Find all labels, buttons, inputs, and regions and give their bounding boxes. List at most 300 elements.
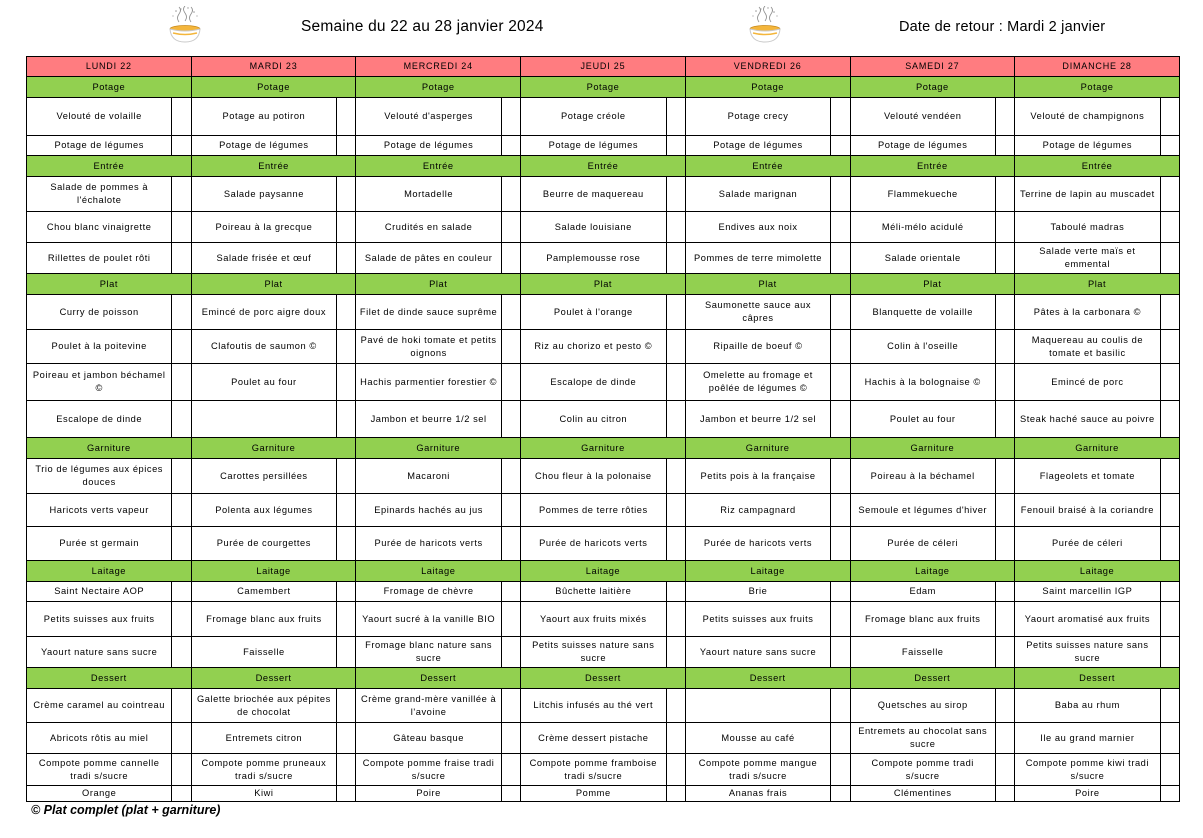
menu-item: Compote pomme kiwi tradi s/sucre bbox=[1015, 754, 1160, 786]
section-header: Garniture bbox=[1015, 438, 1180, 459]
selection-cell bbox=[172, 527, 191, 561]
menu-item: Pommes de terre mimolette bbox=[685, 243, 830, 274]
selection-cell bbox=[501, 689, 520, 723]
menu-item: Poulet au four bbox=[850, 401, 995, 438]
day-header: SAMEDI 27 bbox=[850, 57, 1015, 77]
menu-item: Salade de pommes à l'échalote bbox=[27, 177, 172, 212]
selection-cell bbox=[995, 689, 1014, 723]
selection-cell bbox=[1160, 494, 1179, 527]
section-header: Laitage bbox=[27, 561, 192, 582]
selection-cell bbox=[831, 723, 850, 754]
menu-item: Purée de courgettes bbox=[191, 527, 336, 561]
menu-item: Omelette au fromage et poêlée de légumes © bbox=[685, 364, 830, 401]
menu-item: Carottes persillées bbox=[191, 459, 336, 494]
selection-cell bbox=[501, 527, 520, 561]
menu-item: Salade frisée et œuf bbox=[191, 243, 336, 274]
menu-item: Endives aux noix bbox=[685, 212, 830, 243]
section-header: Potage bbox=[27, 77, 192, 98]
menu-item bbox=[685, 689, 830, 723]
menu-item: Potage créole bbox=[521, 98, 666, 136]
selection-cell bbox=[666, 527, 685, 561]
selection-cell bbox=[337, 136, 356, 156]
menu-item: Flammekueche bbox=[850, 177, 995, 212]
section-header: Plat bbox=[685, 274, 850, 295]
menu-item: Orange bbox=[27, 786, 172, 802]
section-header: Entrée bbox=[27, 156, 192, 177]
menu-row bbox=[27, 295, 1180, 330]
selection-cell bbox=[501, 177, 520, 212]
menu-item: Méli-mélo acidulé bbox=[850, 212, 995, 243]
selection-cell bbox=[501, 786, 520, 802]
section-header: Potage bbox=[685, 77, 850, 98]
selection-cell bbox=[172, 602, 191, 637]
menu-item: Yaourt nature sans sucre bbox=[685, 637, 830, 668]
menu-item: Entremets au chocolat sans sucre bbox=[850, 723, 995, 754]
menu-item: Colin à l'oseille bbox=[850, 330, 995, 364]
section-header: Plat bbox=[27, 274, 192, 295]
menu-item: Petits pois à la française bbox=[685, 459, 830, 494]
menu-item: Compote pomme tradi s/sucre bbox=[850, 754, 995, 786]
selection-cell bbox=[172, 689, 191, 723]
section-header: Entrée bbox=[521, 156, 686, 177]
menu-item: Galette briochée aux pépites de chocolat bbox=[191, 689, 336, 723]
section-header-row bbox=[27, 561, 1180, 582]
selection-cell bbox=[1160, 689, 1179, 723]
menu-item: Fromage blanc aux fruits bbox=[191, 602, 336, 637]
selection-cell bbox=[501, 723, 520, 754]
selection-cell bbox=[172, 786, 191, 802]
menu-item: Potage de légumes bbox=[850, 136, 995, 156]
menu-item: Crème grand-mère vanillée à l'avoine bbox=[356, 689, 501, 723]
selection-cell bbox=[831, 689, 850, 723]
section-header: Dessert bbox=[850, 668, 1015, 689]
menu-item: Yaourt sucré à la vanille BIO bbox=[356, 602, 501, 637]
menu-item: Potage de légumes bbox=[356, 136, 501, 156]
section-header: Dessert bbox=[191, 668, 356, 689]
menu-item: Velouté vendéen bbox=[850, 98, 995, 136]
menu-item: Ripaille de boeuf © bbox=[685, 330, 830, 364]
menu-item: Baba au rhum bbox=[1015, 689, 1160, 723]
menu-row bbox=[27, 689, 1180, 723]
menu-item: Crudités en salade bbox=[356, 212, 501, 243]
selection-cell bbox=[666, 754, 685, 786]
selection-cell bbox=[337, 637, 356, 668]
menu-item: Camembert bbox=[191, 582, 336, 602]
selection-cell bbox=[501, 637, 520, 668]
selection-cell bbox=[337, 689, 356, 723]
selection-cell bbox=[501, 136, 520, 156]
menu-row bbox=[27, 527, 1180, 561]
menu-item: Abricots rôtis au miel bbox=[27, 723, 172, 754]
menu-item: Potage de légumes bbox=[1015, 136, 1160, 156]
section-header: Garniture bbox=[356, 438, 521, 459]
menu-item: Pavé de hoki tomate et petits oignons bbox=[356, 330, 501, 364]
menu-item: Petits suisses nature sans sucre bbox=[1015, 637, 1160, 668]
selection-cell bbox=[1160, 459, 1179, 494]
menu-row bbox=[27, 754, 1180, 786]
selection-cell bbox=[172, 401, 191, 438]
selection-cell bbox=[337, 754, 356, 786]
menu-item: Compote pomme fraise tradi s/sucre bbox=[356, 754, 501, 786]
menu-item: Purée de haricots verts bbox=[685, 527, 830, 561]
menu-item: Purée de haricots verts bbox=[521, 527, 666, 561]
selection-cell bbox=[1160, 786, 1179, 802]
selection-cell bbox=[831, 786, 850, 802]
section-header: Plat bbox=[191, 274, 356, 295]
selection-cell bbox=[666, 295, 685, 330]
selection-cell bbox=[666, 602, 685, 637]
menu-item: Potage de légumes bbox=[685, 136, 830, 156]
menu-item: Faisselle bbox=[850, 637, 995, 668]
menu-row bbox=[27, 786, 1180, 802]
menu-item: Poulet à l'orange bbox=[521, 295, 666, 330]
selection-cell bbox=[1160, 723, 1179, 754]
selection-cell bbox=[1160, 330, 1179, 364]
selection-cell bbox=[666, 786, 685, 802]
menu-row bbox=[27, 364, 1180, 401]
selection-cell bbox=[501, 212, 520, 243]
selection-cell bbox=[1160, 401, 1179, 438]
selection-cell bbox=[995, 98, 1014, 136]
selection-cell bbox=[1160, 243, 1179, 274]
section-header: Laitage bbox=[850, 561, 1015, 582]
selection-cell bbox=[1160, 98, 1179, 136]
selection-cell bbox=[1160, 177, 1179, 212]
selection-cell bbox=[666, 459, 685, 494]
section-header-row bbox=[27, 77, 1180, 98]
section-header: Plat bbox=[356, 274, 521, 295]
section-header: Dessert bbox=[521, 668, 686, 689]
section-header: Dessert bbox=[685, 668, 850, 689]
menu-item: Rillettes de poulet rôti bbox=[27, 243, 172, 274]
menu-item: Compote pomme mangue tradi s/sucre bbox=[685, 754, 830, 786]
menu-item: Crème dessert pistache bbox=[521, 723, 666, 754]
section-header: Potage bbox=[191, 77, 356, 98]
selection-cell bbox=[995, 364, 1014, 401]
selection-cell bbox=[337, 527, 356, 561]
menu-item: Yaourt nature sans sucre bbox=[27, 637, 172, 668]
selection-cell bbox=[501, 330, 520, 364]
menu-item: Epinards hachés au jus bbox=[356, 494, 501, 527]
selection-cell bbox=[337, 364, 356, 401]
day-header: MARDI 23 bbox=[191, 57, 356, 77]
selection-cell bbox=[995, 637, 1014, 668]
selection-cell bbox=[172, 212, 191, 243]
section-header: Entrée bbox=[685, 156, 850, 177]
menu-item: Curry de poisson bbox=[27, 295, 172, 330]
menu-item: Gâteau basque bbox=[356, 723, 501, 754]
menu-item: Escalope de dinde bbox=[521, 364, 666, 401]
selection-cell bbox=[501, 754, 520, 786]
menu-item: Riz au chorizo et pesto © bbox=[521, 330, 666, 364]
selection-cell bbox=[995, 136, 1014, 156]
selection-cell bbox=[172, 582, 191, 602]
selection-cell bbox=[337, 98, 356, 136]
section-header: Entrée bbox=[1015, 156, 1180, 177]
menu-item: Edam bbox=[850, 582, 995, 602]
menu-item: Ile au grand marnier bbox=[1015, 723, 1160, 754]
menu-item: Purée de haricots verts bbox=[356, 527, 501, 561]
selection-cell bbox=[666, 723, 685, 754]
menu-item: Fromage blanc aux fruits bbox=[850, 602, 995, 637]
menu-row bbox=[27, 602, 1180, 637]
menu-item: Saumonette sauce aux câpres bbox=[685, 295, 830, 330]
section-header-row bbox=[27, 438, 1180, 459]
section-header: Entrée bbox=[356, 156, 521, 177]
menu-item: Macaroni bbox=[356, 459, 501, 494]
selection-cell bbox=[831, 364, 850, 401]
section-header: Entrée bbox=[191, 156, 356, 177]
menu-item: Kiwi bbox=[191, 786, 336, 802]
selection-cell bbox=[666, 494, 685, 527]
menu-item: Terrine de lapin au muscadet bbox=[1015, 177, 1160, 212]
menu-item: Emincé de porc aigre doux bbox=[191, 295, 336, 330]
menu-item: Purée st germain bbox=[27, 527, 172, 561]
menu-item: Poireau à la béchamel bbox=[850, 459, 995, 494]
selection-cell bbox=[1160, 527, 1179, 561]
menu-item: Flageolets et tomate bbox=[1015, 459, 1160, 494]
menu-item: Poireau à la grecque bbox=[191, 212, 336, 243]
section-header: Garniture bbox=[685, 438, 850, 459]
menu-item: Compote pomme framboise tradi s/sucre bbox=[521, 754, 666, 786]
menu-item: Clémentines bbox=[850, 786, 995, 802]
menu-item: Semoule et légumes d'hiver bbox=[850, 494, 995, 527]
section-header: Garniture bbox=[521, 438, 686, 459]
day-header: JEUDI 25 bbox=[521, 57, 686, 77]
selection-cell bbox=[172, 494, 191, 527]
menu-item: Yaourt aux fruits mixés bbox=[521, 602, 666, 637]
menu-item: Quetsches au sirop bbox=[850, 689, 995, 723]
selection-cell bbox=[1160, 637, 1179, 668]
section-header-row bbox=[27, 274, 1180, 295]
section-header: Laitage bbox=[521, 561, 686, 582]
selection-cell bbox=[831, 212, 850, 243]
menu-row bbox=[27, 459, 1180, 494]
menu-row bbox=[27, 136, 1180, 156]
menu-row bbox=[27, 582, 1180, 602]
menu-item: Entremets citron bbox=[191, 723, 336, 754]
selection-cell bbox=[172, 177, 191, 212]
menu-item: Salade de pâtes en couleur bbox=[356, 243, 501, 274]
section-header: Dessert bbox=[27, 668, 192, 689]
menu-item: Velouté de champignons bbox=[1015, 98, 1160, 136]
selection-cell bbox=[1160, 582, 1179, 602]
section-header: Garniture bbox=[27, 438, 192, 459]
section-header: Garniture bbox=[191, 438, 356, 459]
section-header: Dessert bbox=[356, 668, 521, 689]
menu-item: Petits suisses aux fruits bbox=[27, 602, 172, 637]
selection-cell bbox=[337, 459, 356, 494]
selection-cell bbox=[337, 602, 356, 637]
selection-cell bbox=[172, 364, 191, 401]
menu-item: Potage crecy bbox=[685, 98, 830, 136]
selection-cell bbox=[337, 786, 356, 802]
menu-row bbox=[27, 723, 1180, 754]
menu-item: Mousse au café bbox=[685, 723, 830, 754]
menu-item: Brie bbox=[685, 582, 830, 602]
menu-item: Crème caramel au cointreau bbox=[27, 689, 172, 723]
menu-item: Pomme bbox=[521, 786, 666, 802]
menu-item: Chou fleur à la polonaise bbox=[521, 459, 666, 494]
selection-cell bbox=[995, 582, 1014, 602]
selection-cell bbox=[501, 295, 520, 330]
selection-cell bbox=[1160, 602, 1179, 637]
section-header: Laitage bbox=[1015, 561, 1180, 582]
selection-cell bbox=[501, 602, 520, 637]
selection-cell bbox=[831, 401, 850, 438]
menu-item: Hachis parmentier forestier © bbox=[356, 364, 501, 401]
menu-item: Poire bbox=[356, 786, 501, 802]
menu-item: Potage de légumes bbox=[191, 136, 336, 156]
menu-item: Clafoutis de saumon © bbox=[191, 330, 336, 364]
section-header: Plat bbox=[850, 274, 1015, 295]
menu-item: Purée de céleri bbox=[850, 527, 995, 561]
menu-item: Purée de céleri bbox=[1015, 527, 1160, 561]
selection-cell bbox=[666, 637, 685, 668]
soup-bowl-icon bbox=[747, 6, 783, 46]
selection-cell bbox=[1160, 295, 1179, 330]
menu-item: Petits suisses aux fruits bbox=[685, 602, 830, 637]
selection-cell bbox=[831, 295, 850, 330]
selection-cell bbox=[666, 136, 685, 156]
menu-item: Velouté de volaille bbox=[27, 98, 172, 136]
selection-cell bbox=[172, 98, 191, 136]
menu-item: Colin au citron bbox=[521, 401, 666, 438]
selection-cell bbox=[995, 459, 1014, 494]
weekly-menu-table bbox=[26, 56, 1180, 802]
menu-item: Petits suisses nature sans sucre bbox=[521, 637, 666, 668]
return-date: Date de retour : Mardi 2 janvier bbox=[899, 19, 1106, 35]
section-header: Entrée bbox=[850, 156, 1015, 177]
selection-cell bbox=[337, 212, 356, 243]
menu-item: Pommes de terre rôties bbox=[521, 494, 666, 527]
day-header: DIMANCHE 28 bbox=[1015, 57, 1180, 77]
menu-item: Velouté d'asperges bbox=[356, 98, 501, 136]
menu-row bbox=[27, 330, 1180, 364]
selection-cell bbox=[831, 602, 850, 637]
menu-item: Salade paysanne bbox=[191, 177, 336, 212]
selection-cell bbox=[172, 136, 191, 156]
selection-cell bbox=[995, 295, 1014, 330]
menu-item: Riz campagnard bbox=[685, 494, 830, 527]
selection-cell bbox=[831, 637, 850, 668]
menu-item: Taboulé madras bbox=[1015, 212, 1160, 243]
menu-item: Beurre de maquereau bbox=[521, 177, 666, 212]
section-header: Laitage bbox=[191, 561, 356, 582]
selection-cell bbox=[995, 723, 1014, 754]
selection-cell bbox=[172, 330, 191, 364]
menu-item: Salade orientale bbox=[850, 243, 995, 274]
section-header: Laitage bbox=[356, 561, 521, 582]
menu-item: Trio de légumes aux épices douces bbox=[27, 459, 172, 494]
menu-row bbox=[27, 637, 1180, 668]
menu-item: Ananas frais bbox=[685, 786, 830, 802]
menu-item: Emincé de porc bbox=[1015, 364, 1160, 401]
menu-row bbox=[27, 243, 1180, 274]
selection-cell bbox=[1160, 364, 1179, 401]
menu-item: Fenouil braisé à la coriandre bbox=[1015, 494, 1160, 527]
section-header: Laitage bbox=[685, 561, 850, 582]
selection-cell bbox=[501, 494, 520, 527]
menu-row bbox=[27, 98, 1180, 136]
section-header: Potage bbox=[850, 77, 1015, 98]
menu-item: Maquereau au coulis de tomate et basilic bbox=[1015, 330, 1160, 364]
section-header-row bbox=[27, 668, 1180, 689]
menu-item: Potage de légumes bbox=[521, 136, 666, 156]
selection-cell bbox=[666, 212, 685, 243]
menu-item: Potage au potiron bbox=[191, 98, 336, 136]
menu-item: Saint Nectaire AOP bbox=[27, 582, 172, 602]
section-header: Plat bbox=[521, 274, 686, 295]
selection-cell bbox=[172, 459, 191, 494]
selection-cell bbox=[501, 401, 520, 438]
menu-item: Poulet à la poitevine bbox=[27, 330, 172, 364]
selection-cell bbox=[995, 330, 1014, 364]
selection-cell bbox=[501, 98, 520, 136]
menu-item: Compote pomme pruneaux tradi s/sucre bbox=[191, 754, 336, 786]
menu-row bbox=[27, 401, 1180, 438]
selection-cell bbox=[666, 364, 685, 401]
section-header: Potage bbox=[521, 77, 686, 98]
menu-item: Salade verte maïs et emmental bbox=[1015, 243, 1160, 274]
menu-row bbox=[27, 494, 1180, 527]
day-header-row bbox=[27, 57, 1180, 77]
selection-cell bbox=[995, 212, 1014, 243]
selection-cell bbox=[666, 689, 685, 723]
menu-item: Yaourt aromatisé aux fruits bbox=[1015, 602, 1160, 637]
section-header: Potage bbox=[356, 77, 521, 98]
menu-item: Litchis infusés au thé vert bbox=[521, 689, 666, 723]
selection-cell bbox=[337, 243, 356, 274]
selection-cell bbox=[831, 459, 850, 494]
selection-cell bbox=[501, 243, 520, 274]
selection-cell bbox=[172, 243, 191, 274]
menu-item: Bûchette laitière bbox=[521, 582, 666, 602]
selection-cell bbox=[995, 527, 1014, 561]
selection-cell bbox=[501, 582, 520, 602]
selection-cell bbox=[337, 723, 356, 754]
day-header: VENDREDI 26 bbox=[685, 57, 850, 77]
menu-item: Haricots verts vapeur bbox=[27, 494, 172, 527]
section-header: Potage bbox=[1015, 77, 1180, 98]
selection-cell bbox=[995, 494, 1014, 527]
selection-cell bbox=[337, 330, 356, 364]
selection-cell bbox=[337, 177, 356, 212]
menu-item: Potage de légumes bbox=[27, 136, 172, 156]
menu-row bbox=[27, 177, 1180, 212]
menu-item: Poireau et jambon béchamel © bbox=[27, 364, 172, 401]
menu-item: Faisselle bbox=[191, 637, 336, 668]
selection-cell bbox=[831, 754, 850, 786]
menu-item: Steak haché sauce au poivre bbox=[1015, 401, 1160, 438]
selection-cell bbox=[501, 364, 520, 401]
selection-cell bbox=[995, 786, 1014, 802]
selection-cell bbox=[1160, 754, 1179, 786]
selection-cell bbox=[1160, 136, 1179, 156]
menu-item: Escalope de dinde bbox=[27, 401, 172, 438]
menu-item bbox=[191, 401, 336, 438]
menu-item: Salade marignan bbox=[685, 177, 830, 212]
menu-item: Pâtes à la carbonara © bbox=[1015, 295, 1160, 330]
soup-bowl-icon bbox=[167, 6, 203, 46]
menu-item: Fromage blanc nature sans sucre bbox=[356, 637, 501, 668]
selection-cell bbox=[666, 582, 685, 602]
selection-cell bbox=[666, 177, 685, 212]
selection-cell bbox=[172, 754, 191, 786]
selection-cell bbox=[831, 494, 850, 527]
selection-cell bbox=[831, 98, 850, 136]
selection-cell bbox=[831, 527, 850, 561]
